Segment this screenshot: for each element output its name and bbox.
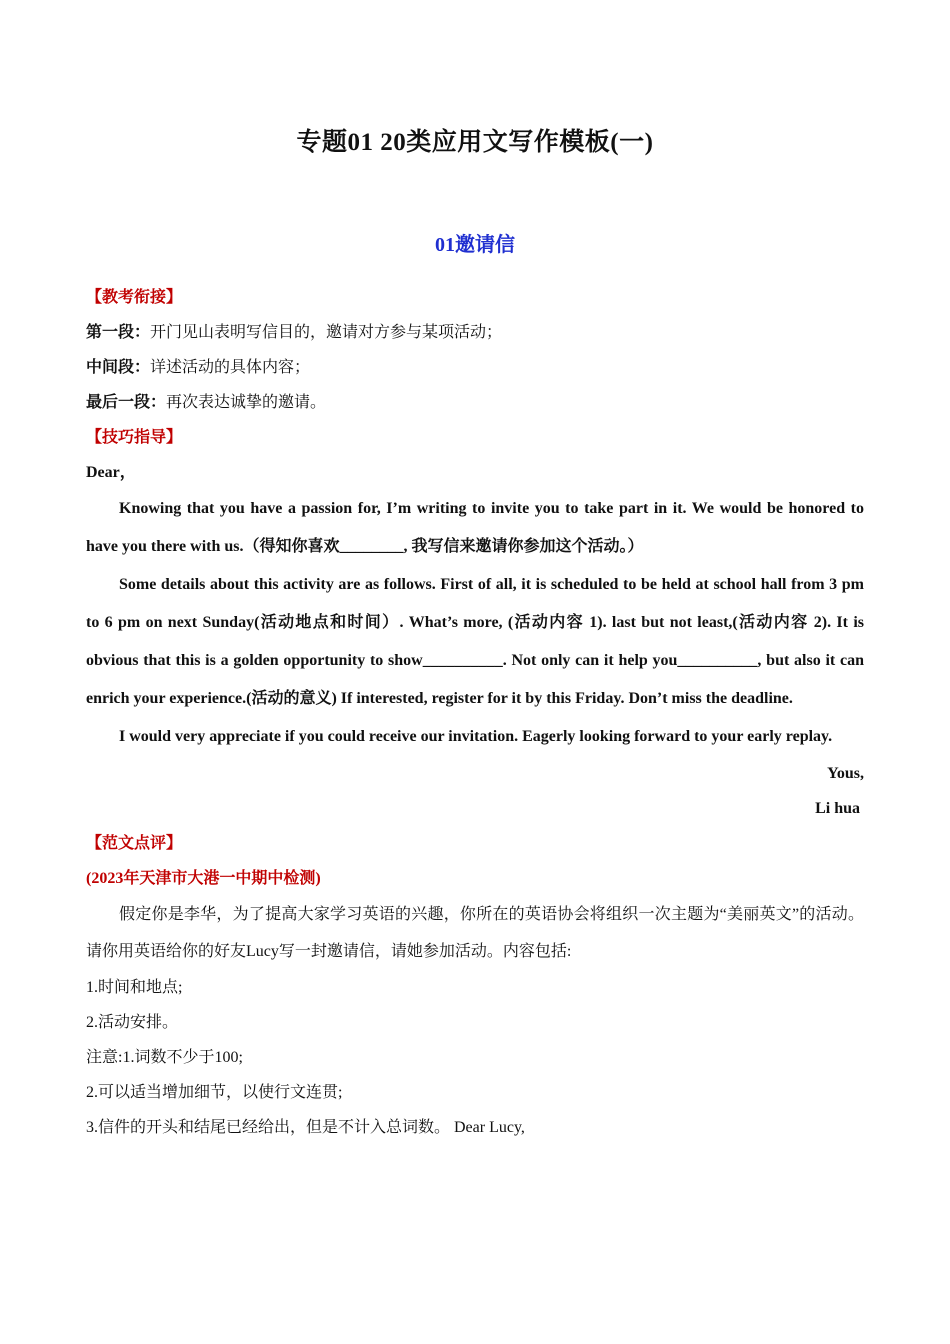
letter-salutation: Dear， (86, 464, 136, 481)
guide-item-text: 开门见山表明写信目的，邀请对方参与某项活动； (150, 324, 503, 341)
letter-closing: Yous, (827, 765, 864, 782)
guide-heading: 【教考衔接】 (86, 289, 183, 306)
guide-item-text: 再次表达诚挚的邀请。 (166, 394, 327, 411)
guide-item-label: 中间段： (86, 359, 151, 376)
sample-source: (2023年天津市大港一中期中检测) (86, 870, 321, 887)
document-title: 专题01 20类应用文写作模板(一) (296, 129, 654, 156)
sample-line: 2.可以适当增加细节，以使行文连贯; (86, 1084, 343, 1101)
letter-paragraph-closing: I would very appreciate if you could receive our invitation. Eagerly looking forward to your early replay. (119, 728, 833, 745)
sample-prompt: 假定你是李华，为了提高大家学习英语的兴趣，你所在的英语协会将组织一次主题为“美丽英文”的活动。请你用英语给你的好友Lucy写一封邀请信，请她参加活动。内容包括: (86, 906, 864, 960)
sample-line: 1.时间和地点; (86, 979, 183, 996)
sample-heading: 【范文点评】 (86, 835, 183, 852)
letter-signature: Li hua (815, 800, 860, 817)
sample-line: 2.活动安排。 (86, 1014, 179, 1031)
template-heading: 【技巧指导】 (86, 429, 183, 446)
guide-item (86, 315, 864, 350)
letter-paragraph-opening: Knowing that you have a passion for, I’m writing to invite you to take part in it. We would be honored to have you there with us.（得知你喜欢________, 我写信来邀请你参加这个活动。） (86, 500, 864, 555)
guide-item-text: 详述活动的具体内容； (150, 359, 311, 376)
document-body (86, 280, 864, 1145)
guide-item (86, 385, 864, 420)
sample-line: 3.信件的开头和结尾已经给出，但是不计入总词数。 Dear Lucy, (86, 1119, 525, 1136)
letter-paragraph-details: Some details about this activity are as follows. First of all, it is scheduled to be held at school hall from 3 pm to 6 pm on next Sunday(活动地点和时间）. What’s more, (活动内容 1). last but not least,(活动内容 2). It is obvious that this is a golden opportunity to show__________. Not only can it help you__________, but also it can enrich your experience.(活动的意义) If interested, register for it by this Friday. Don’t miss the deadline. (86, 576, 864, 707)
sample-line: 注意:1.词数不少于100; (86, 1049, 243, 1066)
guide-item-label: 第一段： (86, 324, 151, 341)
section-title: 01邀请信 (435, 234, 515, 256)
guide-item-label: 最后一段： (86, 394, 167, 411)
guide-item (86, 350, 864, 385)
